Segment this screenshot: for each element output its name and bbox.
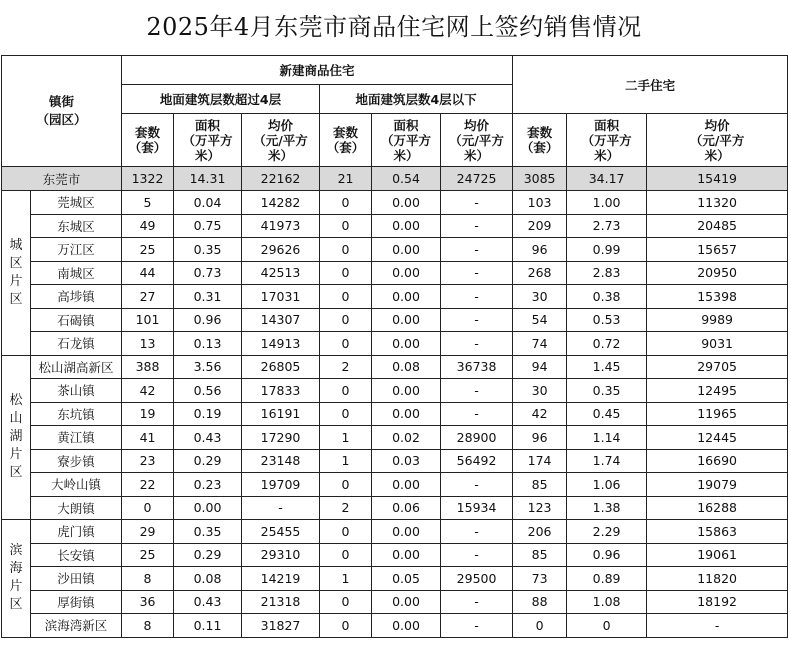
value-cell: 28900 xyxy=(441,426,513,450)
total-value-cell: 34.17 xyxy=(567,167,647,191)
town-name-cell: 石龙镇 xyxy=(31,332,122,356)
value-cell: 0.53 xyxy=(567,308,647,332)
value-cell: 9989 xyxy=(647,308,788,332)
town-name-cell: 茶山镇 xyxy=(31,379,122,403)
value-cell: 0.00 xyxy=(372,614,441,638)
value-cell: 0.45 xyxy=(567,402,647,426)
value-cell: 25 xyxy=(122,543,174,567)
value-cell: 21318 xyxy=(242,590,320,614)
town-name-cell: 东城区 xyxy=(31,214,122,238)
value-cell: 0.72 xyxy=(567,332,647,356)
table-body xyxy=(2,167,788,638)
value-cell: 2.29 xyxy=(567,520,647,544)
value-cell: 0.06 xyxy=(372,496,441,520)
value-cell: 0.96 xyxy=(567,543,647,567)
value-cell: 0.96 xyxy=(174,308,242,332)
value-cell: 17833 xyxy=(242,379,320,403)
table-row xyxy=(2,614,788,638)
table-row xyxy=(2,473,788,497)
value-cell: 0 xyxy=(320,379,372,403)
value-cell: 29500 xyxy=(441,567,513,591)
value-cell: 88 xyxy=(513,590,567,614)
value-cell: 27 xyxy=(122,285,174,309)
value-cell: 29310 xyxy=(242,543,320,567)
price-header: 均价 （元/平方 米） xyxy=(441,114,513,167)
sales-table xyxy=(1,55,788,638)
value-cell: 16191 xyxy=(242,402,320,426)
town-name-cell: 高埗镇 xyxy=(31,285,122,309)
value-cell: 3.56 xyxy=(174,355,242,379)
region-label: 城区片区 xyxy=(9,237,23,307)
value-cell: 2 xyxy=(320,355,372,379)
value-cell: - xyxy=(441,261,513,285)
value-cell: 0.00 xyxy=(372,261,441,285)
value-cell: 0 xyxy=(320,214,372,238)
value-cell: 0 xyxy=(320,332,372,356)
table-row xyxy=(2,332,788,356)
value-cell: 1.38 xyxy=(567,496,647,520)
value-cell: 268 xyxy=(513,261,567,285)
region-cell xyxy=(2,355,31,520)
value-cell: 0 xyxy=(320,238,372,262)
value-cell: - xyxy=(441,590,513,614)
region-label: 滨海片区 xyxy=(9,543,23,613)
value-cell: 42 xyxy=(513,402,567,426)
value-cell: 0.35 xyxy=(174,520,242,544)
town-name-cell: 大朗镇 xyxy=(31,496,122,520)
total-value-cell: 22162 xyxy=(242,167,320,191)
table-row xyxy=(2,191,788,215)
second-hand-header: 二手住宅 xyxy=(513,56,788,114)
value-cell: 0.75 xyxy=(174,214,242,238)
value-cell: 2 xyxy=(320,496,372,520)
value-cell: 41 xyxy=(122,426,174,450)
value-cell: 0 xyxy=(513,614,567,638)
total-value-cell: 0.54 xyxy=(372,167,441,191)
value-cell: 0.29 xyxy=(174,449,242,473)
value-cell: 14307 xyxy=(242,308,320,332)
value-cell: 12445 xyxy=(647,426,788,450)
value-cell: 0 xyxy=(320,543,372,567)
value-cell: 54 xyxy=(513,308,567,332)
value-cell: 14282 xyxy=(242,191,320,215)
value-cell: 20485 xyxy=(647,214,788,238)
value-cell: 23148 xyxy=(242,449,320,473)
value-cell: 0.02 xyxy=(372,426,441,450)
value-cell: 0.00 xyxy=(372,590,441,614)
value-cell: 0.00 xyxy=(372,473,441,497)
region-cell xyxy=(2,191,31,356)
area-header: 面积 （万平方 米） xyxy=(567,114,647,167)
town-name-cell: 厚街镇 xyxy=(31,590,122,614)
value-cell: 1.14 xyxy=(567,426,647,450)
value-cell: 0.00 xyxy=(372,308,441,332)
value-cell: 0.43 xyxy=(174,426,242,450)
value-cell: 14219 xyxy=(242,567,320,591)
table-row xyxy=(2,449,788,473)
value-cell: 5 xyxy=(122,191,174,215)
table-row xyxy=(2,496,788,520)
price-header: 均价 （元/平方 米） xyxy=(647,114,788,167)
value-cell: 0.56 xyxy=(174,379,242,403)
value-cell: 36 xyxy=(122,590,174,614)
table-row xyxy=(2,543,788,567)
value-cell: 209 xyxy=(513,214,567,238)
value-cell: 36738 xyxy=(441,355,513,379)
value-cell: 15398 xyxy=(647,285,788,309)
value-cell: 15863 xyxy=(647,520,788,544)
town-name-cell: 滨海湾新区 xyxy=(31,614,122,638)
page-title: 2025年4月东莞市商品住宅网上签约销售情况 xyxy=(146,13,642,41)
value-cell: 0.43 xyxy=(174,590,242,614)
town-name-cell: 寮步镇 xyxy=(31,449,122,473)
value-cell: 0.00 xyxy=(372,191,441,215)
value-cell: 29626 xyxy=(242,238,320,262)
value-cell: 388 xyxy=(122,355,174,379)
table-row xyxy=(2,402,788,426)
value-cell: 31827 xyxy=(242,614,320,638)
value-cell: 0.05 xyxy=(372,567,441,591)
area-header: 面积 （万平方 米） xyxy=(174,114,242,167)
region-label: 松山湖片区 xyxy=(9,393,23,481)
value-cell: 0 xyxy=(320,191,372,215)
units-header: 套数 （套） xyxy=(513,114,567,167)
table-row xyxy=(2,520,788,544)
value-cell: 0.00 xyxy=(372,285,441,309)
value-cell: - xyxy=(441,473,513,497)
value-cell: 1 xyxy=(320,567,372,591)
value-cell: 174 xyxy=(513,449,567,473)
value-cell: 1.45 xyxy=(567,355,647,379)
value-cell: 29705 xyxy=(647,355,788,379)
table-row xyxy=(2,214,788,238)
value-cell: 19709 xyxy=(242,473,320,497)
total-value-cell: 21 xyxy=(320,167,372,191)
value-cell: 0 xyxy=(320,402,372,426)
value-cell: - xyxy=(441,614,513,638)
value-cell: 11820 xyxy=(647,567,788,591)
above4-header: 地面建筑层数超过4层 xyxy=(122,85,320,114)
value-cell: 11965 xyxy=(647,402,788,426)
value-cell: 73 xyxy=(513,567,567,591)
town-name-cell: 长安镇 xyxy=(31,543,122,567)
town-name-cell: 松山湖高新区 xyxy=(31,355,122,379)
town-name-cell: 南城区 xyxy=(31,261,122,285)
town-name-cell: 东坑镇 xyxy=(31,402,122,426)
value-cell: 0.73 xyxy=(174,261,242,285)
town-name-cell: 大岭山镇 xyxy=(31,473,122,497)
value-cell: 0.29 xyxy=(174,543,242,567)
value-cell: 0.00 xyxy=(372,238,441,262)
value-cell: 25455 xyxy=(242,520,320,544)
value-cell: 42513 xyxy=(242,261,320,285)
below4-header: 地面建筑层数4层以下 xyxy=(320,85,513,114)
table-row xyxy=(2,567,788,591)
value-cell: 13 xyxy=(122,332,174,356)
value-cell: 96 xyxy=(513,238,567,262)
value-cell: - xyxy=(441,379,513,403)
value-cell: 1.06 xyxy=(567,473,647,497)
value-cell: 206 xyxy=(513,520,567,544)
total-row xyxy=(2,167,788,191)
value-cell: - xyxy=(441,214,513,238)
total-value-cell: 14.31 xyxy=(174,167,242,191)
value-cell: 0.03 xyxy=(372,449,441,473)
value-cell: 18192 xyxy=(647,590,788,614)
value-cell: - xyxy=(441,285,513,309)
value-cell: 16288 xyxy=(647,496,788,520)
value-cell: 0.13 xyxy=(174,332,242,356)
value-cell: - xyxy=(441,402,513,426)
value-cell: 2.73 xyxy=(567,214,647,238)
value-cell: 22 xyxy=(122,473,174,497)
town-name-cell: 石碣镇 xyxy=(31,308,122,332)
value-cell: 0.35 xyxy=(174,238,242,262)
value-cell: 23 xyxy=(122,449,174,473)
units-header: 套数 （套） xyxy=(320,114,372,167)
value-cell: 0 xyxy=(320,520,372,544)
value-cell: 0.00 xyxy=(372,520,441,544)
table-row xyxy=(2,285,788,309)
area-header: 面积 （万平方 米） xyxy=(372,114,441,167)
table-row xyxy=(2,590,788,614)
value-cell: 0.00 xyxy=(372,214,441,238)
value-cell: 41973 xyxy=(242,214,320,238)
value-cell: 30 xyxy=(513,379,567,403)
value-cell: 26805 xyxy=(242,355,320,379)
value-cell: 8 xyxy=(122,567,174,591)
total-name-cell: 东莞市 xyxy=(2,167,122,191)
value-cell: 19079 xyxy=(647,473,788,497)
value-cell: 0 xyxy=(320,473,372,497)
value-cell: 96 xyxy=(513,426,567,450)
value-cell: - xyxy=(441,332,513,356)
value-cell: - xyxy=(441,191,513,215)
value-cell: 0.00 xyxy=(372,332,441,356)
town-name-cell: 沙田镇 xyxy=(31,567,122,591)
value-cell: 0.89 xyxy=(567,567,647,591)
value-cell: 0.00 xyxy=(174,496,242,520)
value-cell: 0.08 xyxy=(174,567,242,591)
value-cell: 2.83 xyxy=(567,261,647,285)
new-housing-header: 新建商品住宅 xyxy=(122,56,513,85)
value-cell: 0.99 xyxy=(567,238,647,262)
value-cell: 0 xyxy=(567,614,647,638)
value-cell: 94 xyxy=(513,355,567,379)
value-cell: 103 xyxy=(513,191,567,215)
value-cell: 0.35 xyxy=(567,379,647,403)
value-cell: 25 xyxy=(122,238,174,262)
town-name-cell: 黄江镇 xyxy=(31,426,122,450)
table-row xyxy=(2,426,788,450)
price-header: 均价 （元/平方 米） xyxy=(242,114,320,167)
value-cell: - xyxy=(647,614,788,638)
value-cell: 1.74 xyxy=(567,449,647,473)
town-name-cell: 虎门镇 xyxy=(31,520,122,544)
value-cell: 14913 xyxy=(242,332,320,356)
value-cell: 0.08 xyxy=(372,355,441,379)
town-name-cell: 莞城区 xyxy=(31,191,122,215)
value-cell: 0.23 xyxy=(174,473,242,497)
value-cell: 0 xyxy=(320,590,372,614)
value-cell: 0.38 xyxy=(567,285,647,309)
table-row xyxy=(2,261,788,285)
town-header-label: 镇街 （园区） xyxy=(36,94,87,127)
value-cell: 20950 xyxy=(647,261,788,285)
value-cell: 19 xyxy=(122,402,174,426)
value-cell: 8 xyxy=(122,614,174,638)
total-value-cell: 3085 xyxy=(513,167,567,191)
value-cell: 17031 xyxy=(242,285,320,309)
value-cell: 19061 xyxy=(647,543,788,567)
value-cell: 0.11 xyxy=(174,614,242,638)
value-cell: 0 xyxy=(320,261,372,285)
table-row xyxy=(2,355,788,379)
value-cell: 15934 xyxy=(441,496,513,520)
value-cell: 1 xyxy=(320,449,372,473)
value-cell: 1.00 xyxy=(567,191,647,215)
value-cell: 44 xyxy=(122,261,174,285)
value-cell: 85 xyxy=(513,543,567,567)
value-cell: 85 xyxy=(513,473,567,497)
value-cell: 0.19 xyxy=(174,402,242,426)
value-cell: 30 xyxy=(513,285,567,309)
value-cell: 123 xyxy=(513,496,567,520)
value-cell: 0.00 xyxy=(372,543,441,567)
value-cell: - xyxy=(441,520,513,544)
value-cell: - xyxy=(441,308,513,332)
value-cell: 0 xyxy=(320,285,372,309)
value-cell: 101 xyxy=(122,308,174,332)
value-cell: 9031 xyxy=(647,332,788,356)
table-row xyxy=(2,379,788,403)
value-cell: 11320 xyxy=(647,191,788,215)
total-value-cell: 1322 xyxy=(122,167,174,191)
value-cell: 1 xyxy=(320,426,372,450)
value-cell: 0.00 xyxy=(372,402,441,426)
value-cell: 17290 xyxy=(242,426,320,450)
total-value-cell: 15419 xyxy=(647,167,788,191)
value-cell: 1.08 xyxy=(567,590,647,614)
town-header xyxy=(2,56,122,167)
value-cell: 56492 xyxy=(441,449,513,473)
value-cell: 0.31 xyxy=(174,285,242,309)
total-value-cell: 24725 xyxy=(441,167,513,191)
value-cell: - xyxy=(441,238,513,262)
value-cell: 42 xyxy=(122,379,174,403)
value-cell: 49 xyxy=(122,214,174,238)
value-cell: 0.00 xyxy=(372,379,441,403)
value-cell: 0 xyxy=(320,614,372,638)
value-cell: 0 xyxy=(320,308,372,332)
value-cell: - xyxy=(441,543,513,567)
value-cell: 15657 xyxy=(647,238,788,262)
table-row xyxy=(2,308,788,332)
value-cell: 0 xyxy=(122,496,174,520)
value-cell: - xyxy=(242,496,320,520)
value-cell: 29 xyxy=(122,520,174,544)
units-header: 套数 （套） xyxy=(122,114,174,167)
value-cell: 12495 xyxy=(647,379,788,403)
table-row xyxy=(2,238,788,262)
value-cell: 74 xyxy=(513,332,567,356)
region-cell xyxy=(2,520,31,638)
value-cell: 16690 xyxy=(647,449,788,473)
town-name-cell: 万江区 xyxy=(31,238,122,262)
value-cell: 0.04 xyxy=(174,191,242,215)
